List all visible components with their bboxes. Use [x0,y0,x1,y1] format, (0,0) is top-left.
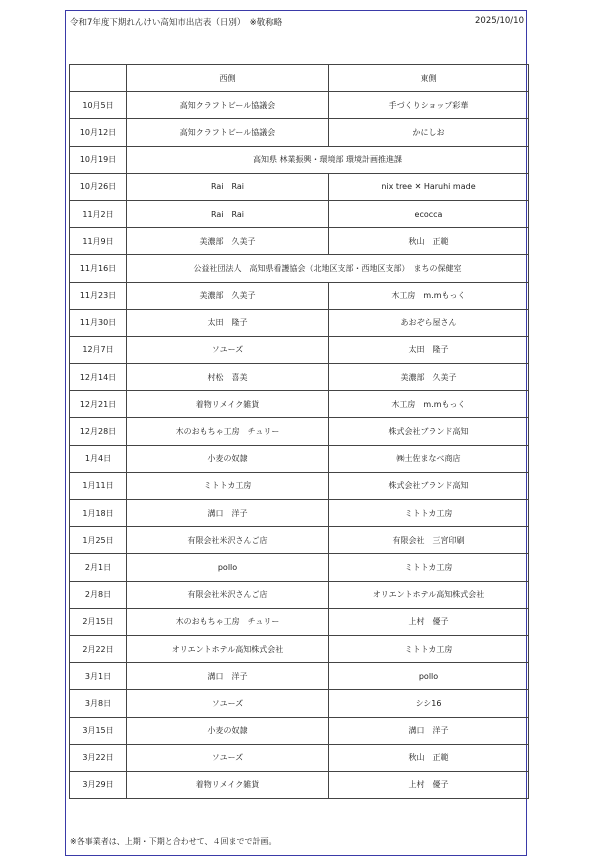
west-vendor-cell: pollo [127,554,329,581]
west-vendor-cell: ソユーズ [127,336,329,363]
date-cell: 11月30日 [70,309,127,336]
east-vendor-cell: 手づくりショップ彩華 [329,92,529,119]
table-row [70,635,529,662]
date-cell: 11月9日 [70,228,127,255]
table-row [70,744,529,771]
east-vendor-cell: 秋山 正範 [329,228,529,255]
table-row [70,228,529,255]
table-row [70,581,529,608]
west-vendor-cell: 有限会社米沢さんご店 [127,527,329,554]
date-cell: 1月18日 [70,500,127,527]
date-cell: 2月15日 [70,608,127,635]
date-cell: 1月11日 [70,472,127,499]
west-vendor-cell: 有限会社米沢さんご店 [127,581,329,608]
table-row [70,336,529,363]
west-vendor-cell: 太田 隆子 [127,309,329,336]
date-cell: 3月29日 [70,771,127,798]
table-row [70,119,529,146]
schedule-body [70,92,529,799]
column-header-date [70,65,127,92]
table-row [70,690,529,717]
west-vendor-cell: 木のおもちゃ工房 チュリー [127,418,329,445]
west-vendor-cell: 着物リメイク雑貨 [127,391,329,418]
east-vendor-cell: ミトトカ工房 [329,635,529,662]
merged-vendor-cell: 公益社団法人 高知県看護協会（北地区支部・西地区支部） まちの保健室 [127,255,529,282]
east-vendor-cell: オリエントホテル高知株式会社 [329,581,529,608]
west-vendor-cell: 高知クラフトビール協議会 [127,119,329,146]
date-cell: 12月21日 [70,391,127,418]
west-vendor-cell: ソユーズ [127,690,329,717]
west-vendor-cell: Rai Rai [127,173,329,200]
west-vendor-cell: 小麦の奴隷 [127,445,329,472]
date-cell: 3月22日 [70,744,127,771]
table-row [70,771,529,798]
table-row [70,92,529,119]
west-vendor-cell: 村松 喜美 [127,364,329,391]
east-vendor-cell: 有限会社 三宮印刷 [329,527,529,554]
date-cell: 11月2日 [70,200,127,227]
east-vendor-cell: ecocca [329,200,529,227]
east-vendor-cell: 秋山 正範 [329,744,529,771]
west-vendor-cell: 美濃部 久美子 [127,282,329,309]
date-cell: 3月15日 [70,717,127,744]
west-vendor-cell: 高知クラフトビール協議会 [127,92,329,119]
table-row [70,146,529,173]
date-cell: 3月1日 [70,663,127,690]
east-vendor-cell: nix tree ✕ Haruhi made [329,173,529,200]
table-row [70,445,529,472]
west-vendor-cell: 木のおもちゃ工房 チュリー [127,608,329,635]
east-vendor-cell: シシ16 [329,690,529,717]
document-title: 令和7年度下期れんけい高知市出店表（日別） ※敬称略 [70,18,283,28]
date-cell: 2月22日 [70,635,127,662]
document-date: 2025/10/10 [475,16,524,26]
date-cell: 11月16日 [70,255,127,282]
date-cell: 2月1日 [70,554,127,581]
east-vendor-cell: 株式会社ブランド高知 [329,472,529,499]
west-vendor-cell: 着物リメイク雑貨 [127,771,329,798]
date-cell: 10月5日 [70,92,127,119]
east-vendor-cell: 木工房 m.mもっく [329,391,529,418]
table-row [70,608,529,635]
east-vendor-cell: あおぞら屋さん [329,309,529,336]
table-row [70,391,529,418]
east-vendor-cell: 溝口 洋子 [329,717,529,744]
east-vendor-cell: 上村 優子 [329,608,529,635]
east-vendor-cell: 美濃部 久美子 [329,364,529,391]
date-cell: 10月19日 [70,146,127,173]
table-row [70,309,529,336]
west-vendor-cell: 溝口 洋子 [127,500,329,527]
footnote: ※各事業者は、上期・下期と合わせて、４回までで計画。 [70,837,277,846]
table-row [70,364,529,391]
west-vendor-cell: オリエントホテル高知株式会社 [127,635,329,662]
west-vendor-cell: 美濃部 久美子 [127,228,329,255]
table-row [70,418,529,445]
date-cell: 3月8日 [70,690,127,717]
table-row [70,554,529,581]
table-row [70,255,529,282]
merged-vendor-cell: 高知県 林業振興・環境部 環境計画推進課 [127,146,529,173]
table-row [70,500,529,527]
date-cell: 12月7日 [70,336,127,363]
table-row [70,717,529,744]
east-vendor-cell: pollo [329,663,529,690]
date-cell: 10月12日 [70,119,127,146]
column-header-east: 東側 [329,65,529,92]
date-cell: 12月28日 [70,418,127,445]
table-row [70,173,529,200]
date-cell: 1月25日 [70,527,127,554]
east-vendor-cell: ミトトカ工房 [329,554,529,581]
date-cell: 12月14日 [70,364,127,391]
west-vendor-cell: Rai Rai [127,200,329,227]
table-row [70,282,529,309]
date-cell: 10月26日 [70,173,127,200]
east-vendor-cell: 上村 優子 [329,771,529,798]
table-row [70,200,529,227]
east-vendor-cell: ミトトカ工房 [329,500,529,527]
east-vendor-cell: 木工房 m.mもっく [329,282,529,309]
column-header-west: 西側 [127,65,329,92]
table-row [70,663,529,690]
table-row [70,472,529,499]
date-cell: 2月8日 [70,581,127,608]
date-cell: 1月4日 [70,445,127,472]
east-vendor-cell: 太田 隆子 [329,336,529,363]
east-vendor-cell: ㈱土佐まなべ商店 [329,445,529,472]
table-row [70,527,529,554]
west-vendor-cell: 溝口 洋子 [127,663,329,690]
east-vendor-cell: 株式会社ブランド高知 [329,418,529,445]
west-vendor-cell: 小麦の奴隷 [127,717,329,744]
table-header-row [70,65,529,92]
west-vendor-cell: ミトトカ工房 [127,472,329,499]
schedule-table [69,64,529,799]
date-cell: 11月23日 [70,282,127,309]
west-vendor-cell: ソユーズ [127,744,329,771]
east-vendor-cell: かにしお [329,119,529,146]
